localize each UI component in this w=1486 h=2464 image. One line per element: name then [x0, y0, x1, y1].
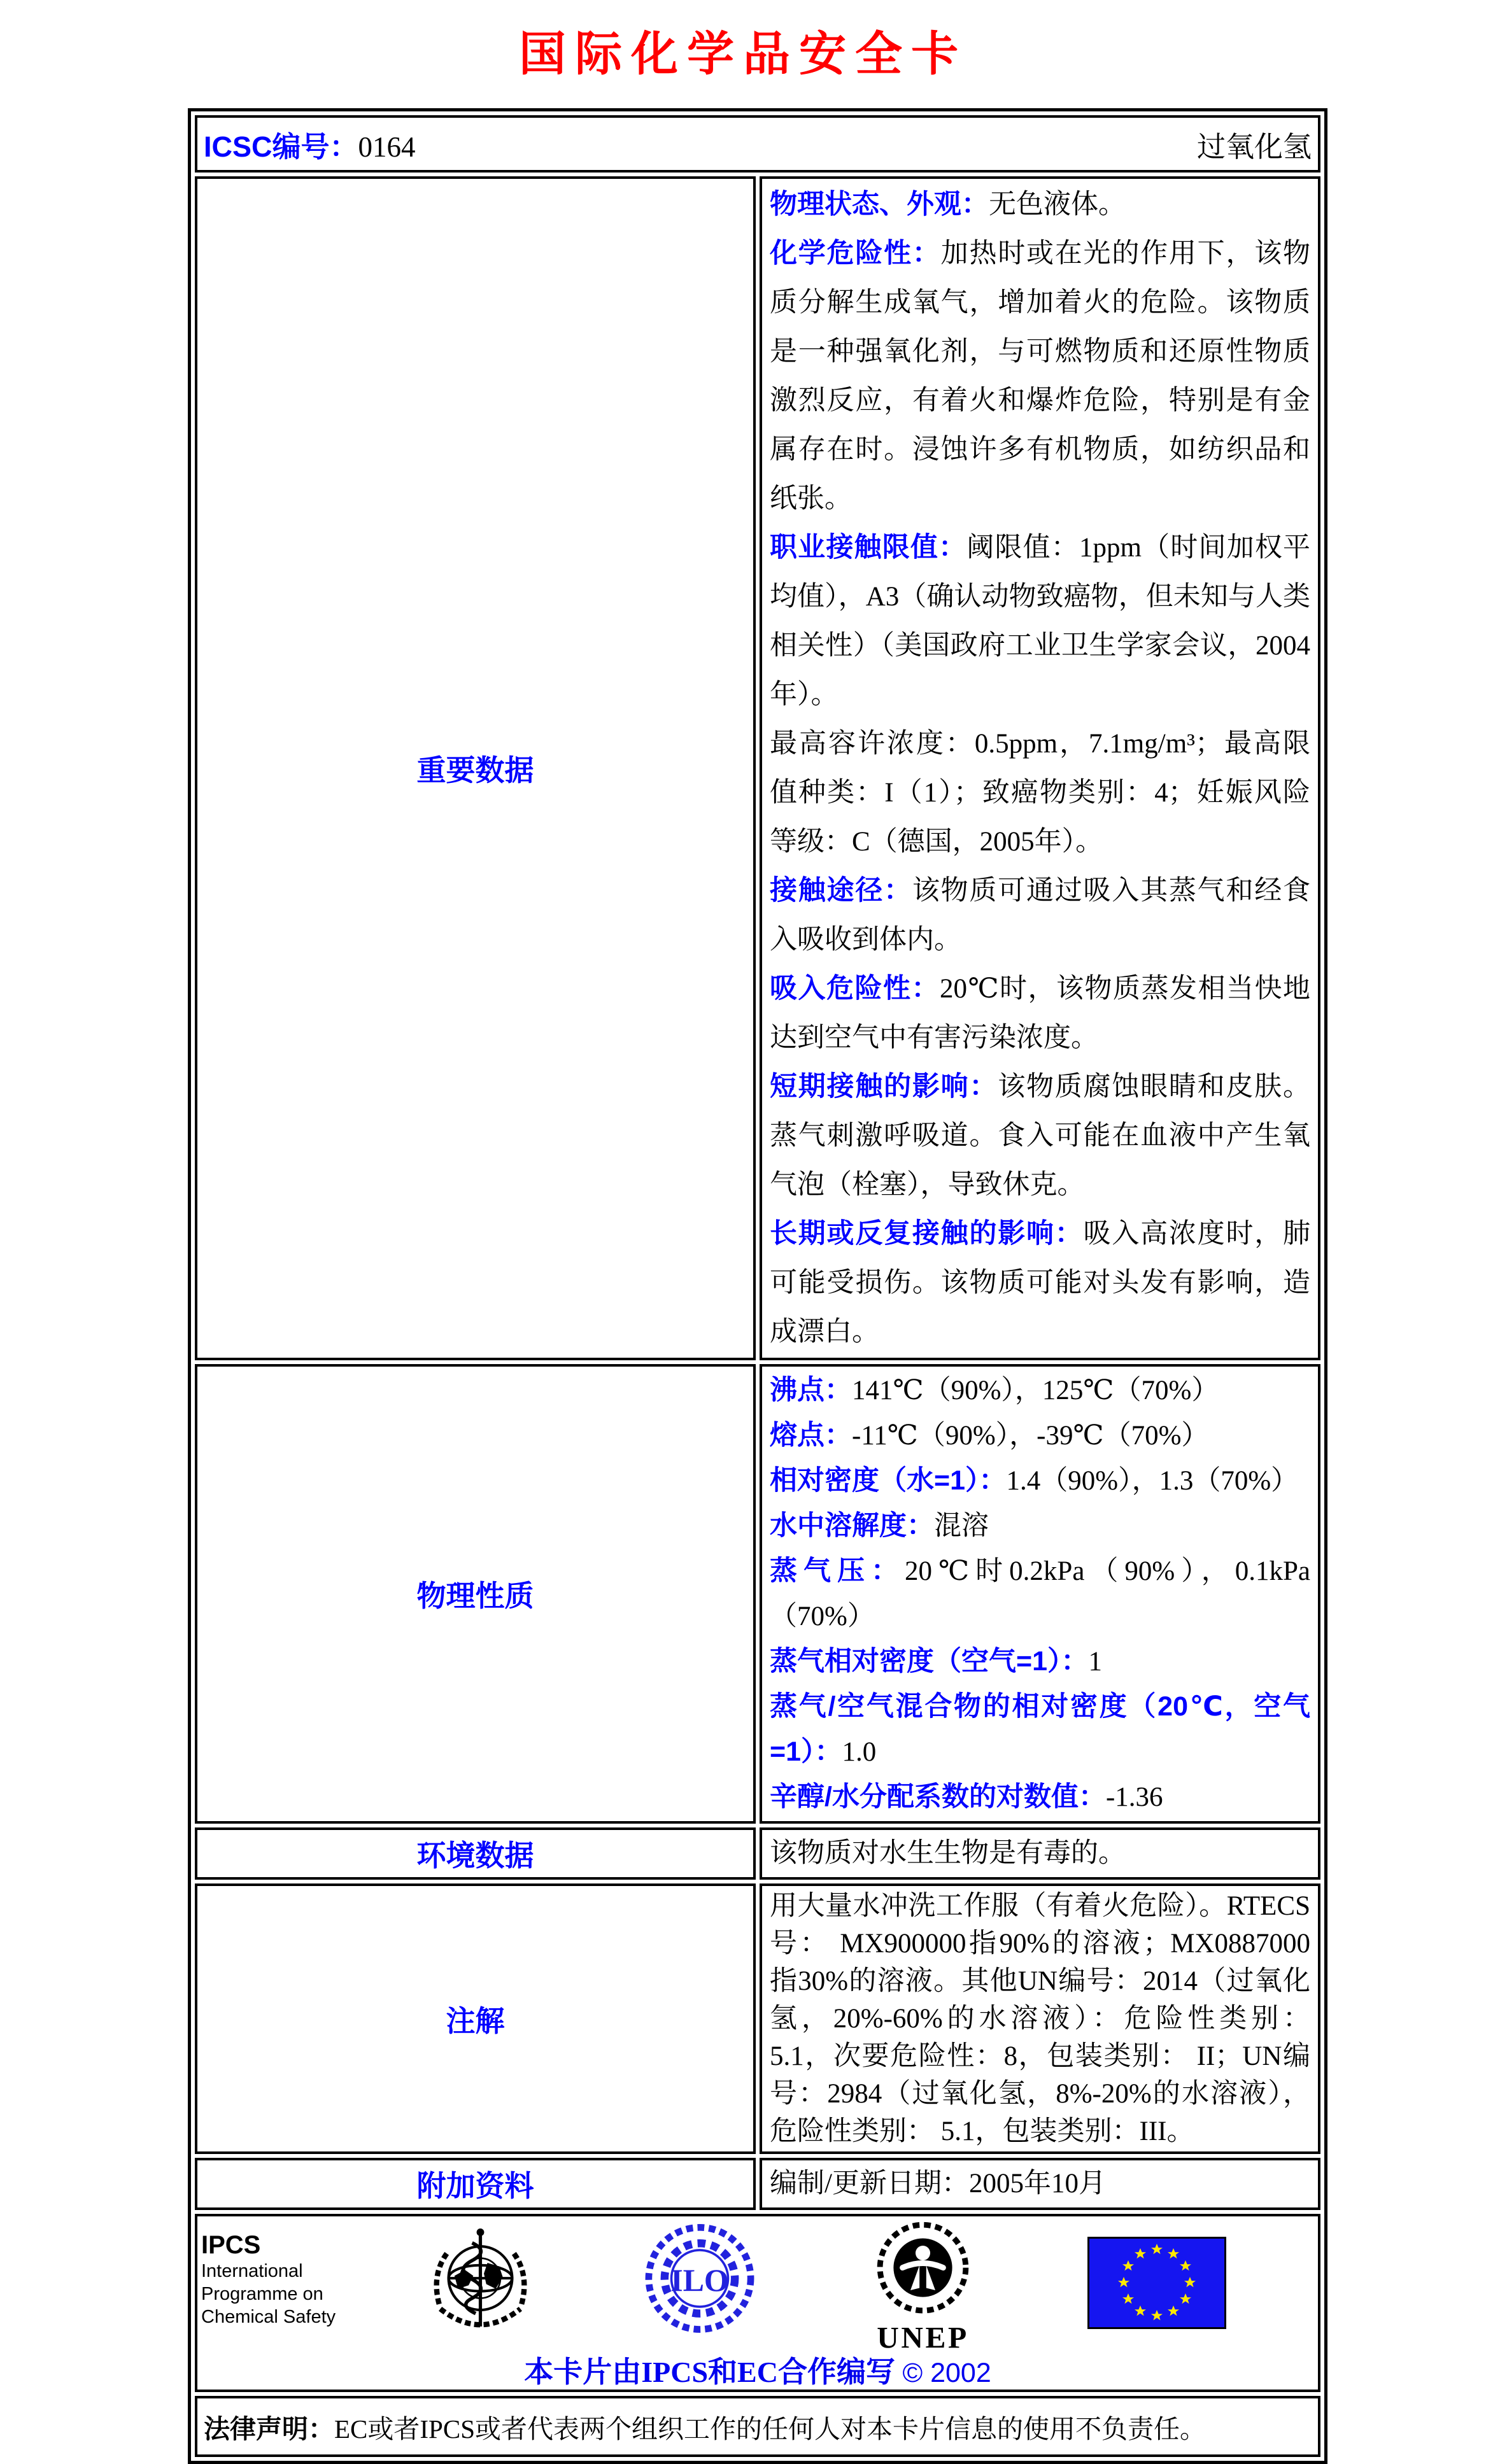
chemical-name: 过氧化氢: [1196, 130, 1312, 163]
ilo-logo-text: ILO: [670, 2263, 729, 2299]
field-label: 水中溶解度：: [770, 1510, 934, 1541]
section-label: 环境数据: [195, 1827, 756, 1880]
field-paragraph: [770, 1549, 1310, 1639]
icsc-number-label: ICSC编号：: [204, 130, 358, 163]
field-value: 无色液体。: [989, 190, 1126, 220]
section-row: [195, 2158, 1320, 2210]
field-paragraph: [770, 1062, 1310, 1209]
field-value: -11℃（90%），-39℃（70%）: [852, 1421, 1209, 1451]
field-label: 接触途径：: [770, 875, 912, 906]
field-paragraph: [770, 1684, 1310, 1775]
field-paragraph: [770, 1639, 1310, 1684]
field-paragraph: [770, 229, 1310, 523]
section-label: 物理性质: [195, 1364, 756, 1824]
field-label: 相对密度（水=1）：: [770, 1465, 1007, 1496]
field-value: 该物质可通过吸入其蒸气和经食入吸收到体内。: [770, 876, 1311, 955]
icsc-document-page: [0, 17, 1486, 2444]
legal-row: [195, 2396, 1320, 2457]
field-value: 加热时或在光的作用下，该物质分解生成氧气，增加着火的危险。该物质是一种强氧化剂，与可燃物质和还原性物质激烈反应，有着火和爆炸危险，特别是有金属存在时。浸蚀许多有机物质，如纺织品和纸张。: [770, 239, 1311, 514]
field-paragraph: [770, 1831, 1310, 1876]
field-label: 蒸气压：: [770, 1556, 905, 1586]
icsc-number-value: 0164: [358, 130, 416, 163]
field-label: 物理状态、外观：: [770, 189, 989, 220]
unep-logo-icon: [861, 2220, 985, 2356]
section-row: [195, 1883, 1320, 2154]
field-value: 20℃时，该物质蒸发相当快地达到空气中有害污染浓度。: [770, 974, 1310, 1053]
field-paragraph: [770, 1503, 1310, 1549]
field-value: 吸入高浓度时，肺可能受损伤。该物质可能对头发有影响，造成漂白。: [770, 1219, 1311, 1347]
section-row: [195, 176, 1320, 1360]
field-label: 长期或反复接触的影响：: [770, 1218, 1084, 1249]
field-paragraph: [770, 523, 1310, 719]
field-paragraph: [770, 719, 1310, 866]
field-value: 编制/更新日期：2005年10月: [770, 2169, 1106, 2199]
section-row: [195, 1364, 1320, 1824]
field-value: 20℃时0.2kPa（90%），0.1kPa（70%）: [770, 1556, 1311, 1631]
field-paragraph: [770, 1368, 1310, 1413]
cooperation-caption: [197, 2349, 1318, 2391]
section-content: [760, 1827, 1320, 1880]
field-value: 1.4（90%），1.3（70%）: [1006, 1466, 1299, 1496]
icsc-number-group: [204, 123, 416, 165]
ipcs-text-block: [201, 2230, 336, 2328]
field-label: 吸入危险性：: [770, 973, 940, 1004]
section-label: 注解: [195, 1883, 756, 2154]
field-value: 该物质对水生生物是有毒的。: [770, 1838, 1126, 1868]
legal-notice: [197, 2398, 1318, 2454]
field-label: 职业接触限值：: [770, 532, 967, 563]
field-paragraph: [770, 1209, 1310, 1356]
icsc-card-table: [188, 108, 1327, 2464]
field-label: 短期接触的影响：: [770, 1071, 998, 1102]
field-paragraph: [770, 1413, 1310, 1458]
section-content: [760, 176, 1320, 1360]
logos-strip: [197, 2216, 1318, 2390]
field-paragraph: [770, 1458, 1310, 1503]
field-value: 用大量水冲洗工作服（有着火危险）。RTECS号： MX900000指90%的溶液；MX0887000指30%的溶液。其他UN编号：2014（过氧化氢，20%-60%的水溶液）：危险性类别： 5.1，次要危险性：8，包装类别： II；UN编号：2984（过氧化氢，8%-20%的水溶液），危险性类别： 5.1，包装类别：III。: [770, 1891, 1310, 2146]
section-content: [760, 1883, 1320, 2154]
who-logo-icon: [421, 2224, 539, 2342]
field-paragraph: [770, 964, 1310, 1062]
field-label: 蒸气相对密度（空气=1）：: [770, 1646, 1089, 1677]
header-row: [195, 115, 1320, 172]
field-paragraph: [770, 866, 1310, 964]
field-paragraph: [770, 180, 1310, 229]
ipcs-line-1: International: [201, 2261, 303, 2281]
field-label: 熔点：: [770, 1420, 852, 1451]
field-value: 1.0: [842, 1737, 877, 1767]
ilo-logo-icon: [643, 2224, 756, 2337]
section-row: [195, 1827, 1320, 1880]
ipcs-line-3: Chemical Safety: [201, 2307, 336, 2327]
field-label: 化学危险性：: [770, 238, 941, 269]
legal-notice-label: 法律声明：: [204, 2414, 334, 2444]
ipcs-acronym: IPCS: [201, 2231, 261, 2259]
field-paragraph: [770, 1775, 1310, 1820]
page-title: 国际化学品安全卡: [519, 29, 967, 81]
field-value: 该物质腐蚀眼睛和皮肤。蒸气刺激呼吸道。食入可能在血液中产生氧气泡（栓塞），导致休克。: [770, 1072, 1311, 1200]
field-value: 混溶: [934, 1511, 989, 1541]
unep-logo-text: UNEP: [877, 2321, 969, 2355]
field-paragraph: [770, 1887, 1310, 2150]
section-label: 重要数据: [195, 176, 756, 1360]
section-label: 附加资料: [195, 2158, 756, 2210]
section-content: [760, 2158, 1320, 2210]
legal-notice-text: EC或者IPCS或者代表两个组织工作的任何人对本卡片信息的使用不负责任。: [334, 2414, 1206, 2444]
field-value: 阈限值：1ppm（时间加权平均值），A3（确认动物致癌物，但未知与人类相关性）（美国政府工业卫生学家会议，2004年）。: [770, 533, 1311, 710]
cooperation-caption-text: 本卡片由IPCS和EC合作编写: [524, 2356, 895, 2388]
field-value: 1: [1088, 1647, 1103, 1677]
logos-row: [195, 2214, 1320, 2392]
section-content: [760, 1364, 1320, 1824]
field-value: -1.36: [1105, 1782, 1163, 1812]
eu-flag-icon: [1087, 2237, 1226, 2329]
field-label: 沸点：: [770, 1375, 852, 1405]
field-label: 蒸气/空气混合物的相对密度（20℃，空气=1）：: [770, 1691, 1310, 1767]
field-value: 最高容许浓度：0.5ppm，7.1mg/m³；最高限值种类：I（1）；致癌物类别：4；妊娠风险等级：C（德国，2005年）。: [770, 729, 1310, 857]
field-paragraph: [770, 2162, 1310, 2206]
copyright-year-value: © 2002: [902, 2358, 991, 2388]
field-value: 141℃（90%），125℃（70%）: [852, 1376, 1219, 1405]
ipcs-line-2: Programme on: [201, 2284, 323, 2304]
header-cell: [197, 118, 1318, 170]
field-label: 辛醇/水分配系数的对数值：: [770, 1782, 1106, 1812]
